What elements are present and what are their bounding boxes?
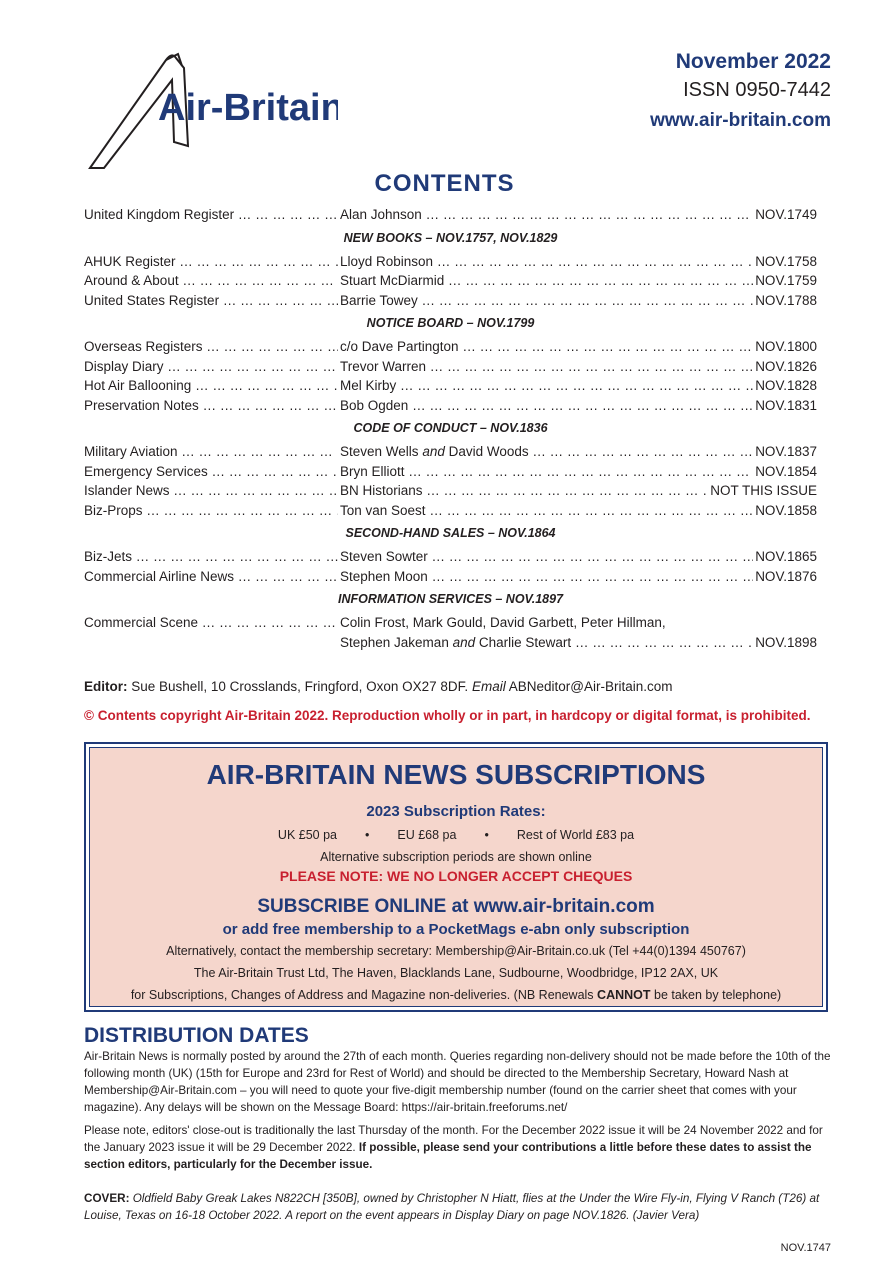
trust-address: The Air-Britain Trust Ltd, The Haven, Blacklands Lane, Sudbourne, Woodbridge, IP12 2AX, UK [193, 966, 719, 980]
section-editor: Steven Sowter … … … … … … … … … … … … … … … … … … … … … … … … … … … … … … … … … … [340, 547, 764, 567]
section-name: Commercial Airline News … … … … … … … … … … … … … … … … … … [84, 567, 338, 587]
section-editor: Barrie Towey … … … … … … … … … … … … … … … … … … … … … … … … … … … … … … … … … … [340, 291, 764, 311]
rate-eu: EU £68 pa [397, 828, 457, 842]
bullet: • [365, 828, 370, 842]
page-ref: NOV.1826 [753, 357, 817, 377]
page-ref: NOV.1898 [753, 633, 817, 653]
membership-contact: Alternatively, contact the membership secretary: Membership@Air-Britain.co.uk (Tel +44(0)1394 450767) [166, 944, 746, 958]
page-ref: NOV.1800 [753, 337, 817, 357]
contents-row[interactable] [84, 337, 817, 357]
subheading: SECOND-HAND SALES – NOV.1864 [345, 526, 556, 540]
section-editor: Bryn Elliott … … … … … … … … … … … … … … … … … … … … … … … … … … … … … … … … … … [340, 462, 764, 482]
editor-email[interactable]: ABNeditor@Air-Britain.com [508, 679, 673, 694]
rate-uk: UK £50 pa [277, 828, 337, 842]
rate-row: Rest of World £83 pa [516, 828, 635, 842]
note-text: for Subscriptions, Changes of Address and Magazine non-deliveries. (NB Renewals [130, 988, 594, 1002]
section-name: United States Register … … … … … … … … … … … … … … … … … … [84, 291, 338, 311]
air-britain-logo [88, 52, 338, 174]
renewals-note [90, 984, 822, 1006]
section-name: Around & About … … … … … … … … … … … … … … … … … … [84, 271, 338, 291]
section-name: Display Diary … … … … … … … … … … … … … … … … … … [84, 357, 338, 377]
section-name: Hot Air Ballooning … … … … … … … … … … … … … … … … … … [84, 376, 338, 396]
contents-row[interactable] [84, 547, 817, 567]
contents-row[interactable] [84, 442, 817, 462]
section-editor: Stuart McDiarmid … … … … … … … … … … … … … … … … … … … … … … … … … … … … … … … … … … [340, 271, 764, 291]
section-editor: Stephen Moon … … … … … … … … … … … … … … … … … … … … … … … … … … … … … … … … … … [340, 567, 764, 587]
page-ref: NOV.1876 [753, 567, 817, 587]
subheading: CODE OF CONDUCT – NOV.1836 [353, 421, 548, 435]
subscribe-online-link[interactable]: SUBSCRIBE ONLINE at www.air-britain.com [257, 896, 655, 917]
bullet: • [484, 828, 489, 842]
editor-name: David Woods [448, 444, 529, 459]
closeout-paragraph [84, 1122, 832, 1173]
editor-address: Sue Bushell, 10 Crosslands, Fringford, Oxon OX27 8DF. [131, 679, 469, 694]
and-word: and [422, 444, 445, 459]
section-name: Biz-Props … … … … … … … … … … … … … … … … … … [84, 501, 338, 521]
section-editor: Mel Kirby … … … … … … … … … … … … … … … … … … … … … … … … … … … … … … … … … … [340, 376, 764, 396]
section-name: Overseas Registers … … … … … … … … … … … … … … … … … … [84, 337, 338, 357]
cover-label: COVER: [84, 1192, 130, 1205]
section-name: Islander News … … … … … … … … … … … … … … … … … … [84, 481, 338, 501]
rates-title: 2023 Subscription Rates: [366, 803, 546, 820]
page-ref: NOV.1758 [753, 252, 817, 272]
pocketmags-offer: or add free membership to a PocketMags e-abn only subscription [222, 921, 690, 938]
page-ref: NOV.1858 [753, 501, 817, 521]
contents-row[interactable] [84, 613, 817, 633]
section-editor: Trevor Warren … … … … … … … … … … … … … … … … … … … … … … … … … … … … … … … … … … [340, 357, 764, 377]
section-editor: c/o Dave Partington … … … … … … … … … … … … … … … … … … … … … … … … … … … … … … … … … … [340, 337, 764, 357]
contents-row[interactable] [84, 271, 817, 291]
contents-row[interactable] [84, 357, 817, 377]
contents-title: CONTENTS [374, 170, 515, 197]
note-text: be taken by telephone) [654, 988, 782, 1002]
contents-row[interactable] [84, 291, 817, 311]
page-ref: NOV.1749 [753, 205, 817, 225]
editor-credit [84, 679, 672, 694]
contents-row-continued[interactable] [84, 633, 817, 653]
distribution-title: DISTRIBUTION DATES [84, 1024, 309, 1047]
editor-name: Stephen Jakeman [340, 634, 449, 650]
email-label: Email [471, 679, 506, 694]
issn: ISSN 0950-7442 [683, 79, 831, 101]
page-ref: NOV.1788 [753, 291, 817, 311]
closeout-text: Please note, editors' close-out is traditionally the last Thursday of the month. For the December 2022 issue it will be 24 November 2022 and for the January 2023 issue it will be 29 December 2022. [84, 1124, 823, 1154]
section-name: Commercial Scene … … … … … … … … … … … … … … … … … … [84, 613, 338, 633]
page-ref: NOV.1837 [753, 442, 817, 462]
subheading: INFORMATION SERVICES – NOV.1897 [337, 592, 564, 606]
contents-list [84, 205, 817, 652]
contents-row[interactable] [84, 376, 817, 396]
website-link[interactable]: www.air-britain.com [650, 110, 831, 131]
subscriptions-title: AIR-BRITAIN NEWS SUBSCRIPTIONS [206, 759, 706, 790]
contents-row[interactable] [84, 205, 817, 225]
section-name: AHUK Register … … … … … … … … … … … … … … … … … … [84, 252, 338, 272]
contents-row[interactable] [84, 252, 817, 272]
aircraft-fin-icon [88, 52, 338, 174]
alternative-periods: Alternative subscription periods are shown online [320, 850, 592, 864]
page-ref: NOV.1854 [753, 462, 817, 482]
section-editors: Colin Frost, Mark Gould, David Garbett, Peter Hillman, [340, 615, 666, 630]
subscriptions-panel [89, 747, 823, 1007]
contents-row[interactable] [84, 396, 817, 416]
page-ref: NOT THIS ISSUE [708, 481, 817, 501]
contents-row[interactable] [84, 567, 817, 587]
subscriptions-box [84, 742, 828, 1012]
section-editor: Bob Ogden … … … … … … … … … … … … … … … … … … … … … … … … … … … … … … … … … … [340, 396, 764, 416]
note-emphasis: CANNOT [597, 988, 651, 1002]
subheading: NEW BOOKS – NOV.1757, NOV.1829 [343, 230, 558, 245]
section-name: Preservation Notes … … … … … … … … … … … … … … … … … … [84, 396, 338, 416]
cover-text: Oldfield Baby Greak Lakes N822CH [350B], owned by Christopher N Hiatt, flies at the Under the Wire Fly-in, Flying V Ranch (T26) at Louise, Texas on 16-18 October 2022. A report on the event appears in Display Diary on page NOV.1826. (Javier Vera) [84, 1192, 820, 1222]
distribution-paragraph: Air-Britain News is normally posted by around the 27th of each month. Queries regarding non-delivery should not be made before the 10th of the following month (UK) (15th for Europe and 23rd for Rest of World) and should be directed to the Membership Secretary, Howard Nash at Membership@Air-Britain.com – you will need to quote your five-digit membership number (found on the carrier sheet that comes with your magazine). Any delays will be shown on the Message Board: https://air-britain.freeforums.net/ [84, 1050, 831, 1114]
rates-line [90, 826, 822, 844]
masthead-info [650, 48, 831, 136]
editor-name: Steven Wells [340, 444, 419, 459]
page-ref: NOV.1759 [753, 271, 817, 291]
editor-label: Editor: [84, 679, 128, 694]
section-name: Emergency Services … … … … … … … … … … … … … … … … … … [84, 462, 338, 482]
section-editor: Alan Johnson … … … … … … … … … … … … … … … … … … … … … … … … … … … … … … … … … … [340, 205, 764, 225]
no-cheques-notice: PLEASE NOTE: WE NO LONGER ACCEPT CHEQUES [279, 868, 633, 884]
contents-row[interactable] [84, 462, 817, 482]
section-editor: BN Historians … … … … … … … … … … … … … … … … … … … … … … … … … … … … … … … … … … [340, 481, 764, 501]
page-ref: NOV.1865 [753, 547, 817, 567]
section-name: Biz-Jets … … … … … … … … … … … … … … … … … … [84, 547, 338, 567]
editor-name: Charlie Stewart [478, 634, 572, 650]
section-editor [340, 442, 764, 462]
section-editor: Ton van Soest … … … … … … … … … … … … … … … … … … … … … … … … … … … … … … … … … … [340, 501, 764, 521]
contents-row[interactable] [84, 501, 817, 521]
issue-date: November 2022 [675, 50, 831, 73]
and-word: and [452, 634, 476, 650]
section-editor: Lloyd Robinson … … … … … … … … … … … … … … … … … … … … … … … … … … … … … … … … … … [340, 252, 764, 272]
section-editor [340, 633, 764, 653]
logo-wordmark: Air-Britain [158, 87, 338, 129]
subheading: NOTICE BOARD – NOV.1799 [366, 316, 535, 330]
section-name: United Kingdom Register … … … … … … … … … … … … … … … … … … [84, 205, 338, 225]
cover-caption [84, 1190, 832, 1224]
page-ref: NOV.1828 [753, 376, 817, 396]
page-ref: NOV.1831 [753, 396, 817, 416]
page-number: NOV.1747 [780, 1242, 831, 1254]
copyright-notice: © Contents copyright Air-Britain 2022. Reproduction wholly or in part, in hardcopy or digital format, is prohibited. [84, 708, 811, 723]
closeout-emphasis: If possible, please send your contributions a little before these dates to assist the section editors, particularly for the December issue. [84, 1141, 812, 1171]
section-name: Military Aviation … … … … … … … … … … … … … … … … … … [84, 442, 338, 462]
contents-row[interactable] [84, 481, 817, 501]
